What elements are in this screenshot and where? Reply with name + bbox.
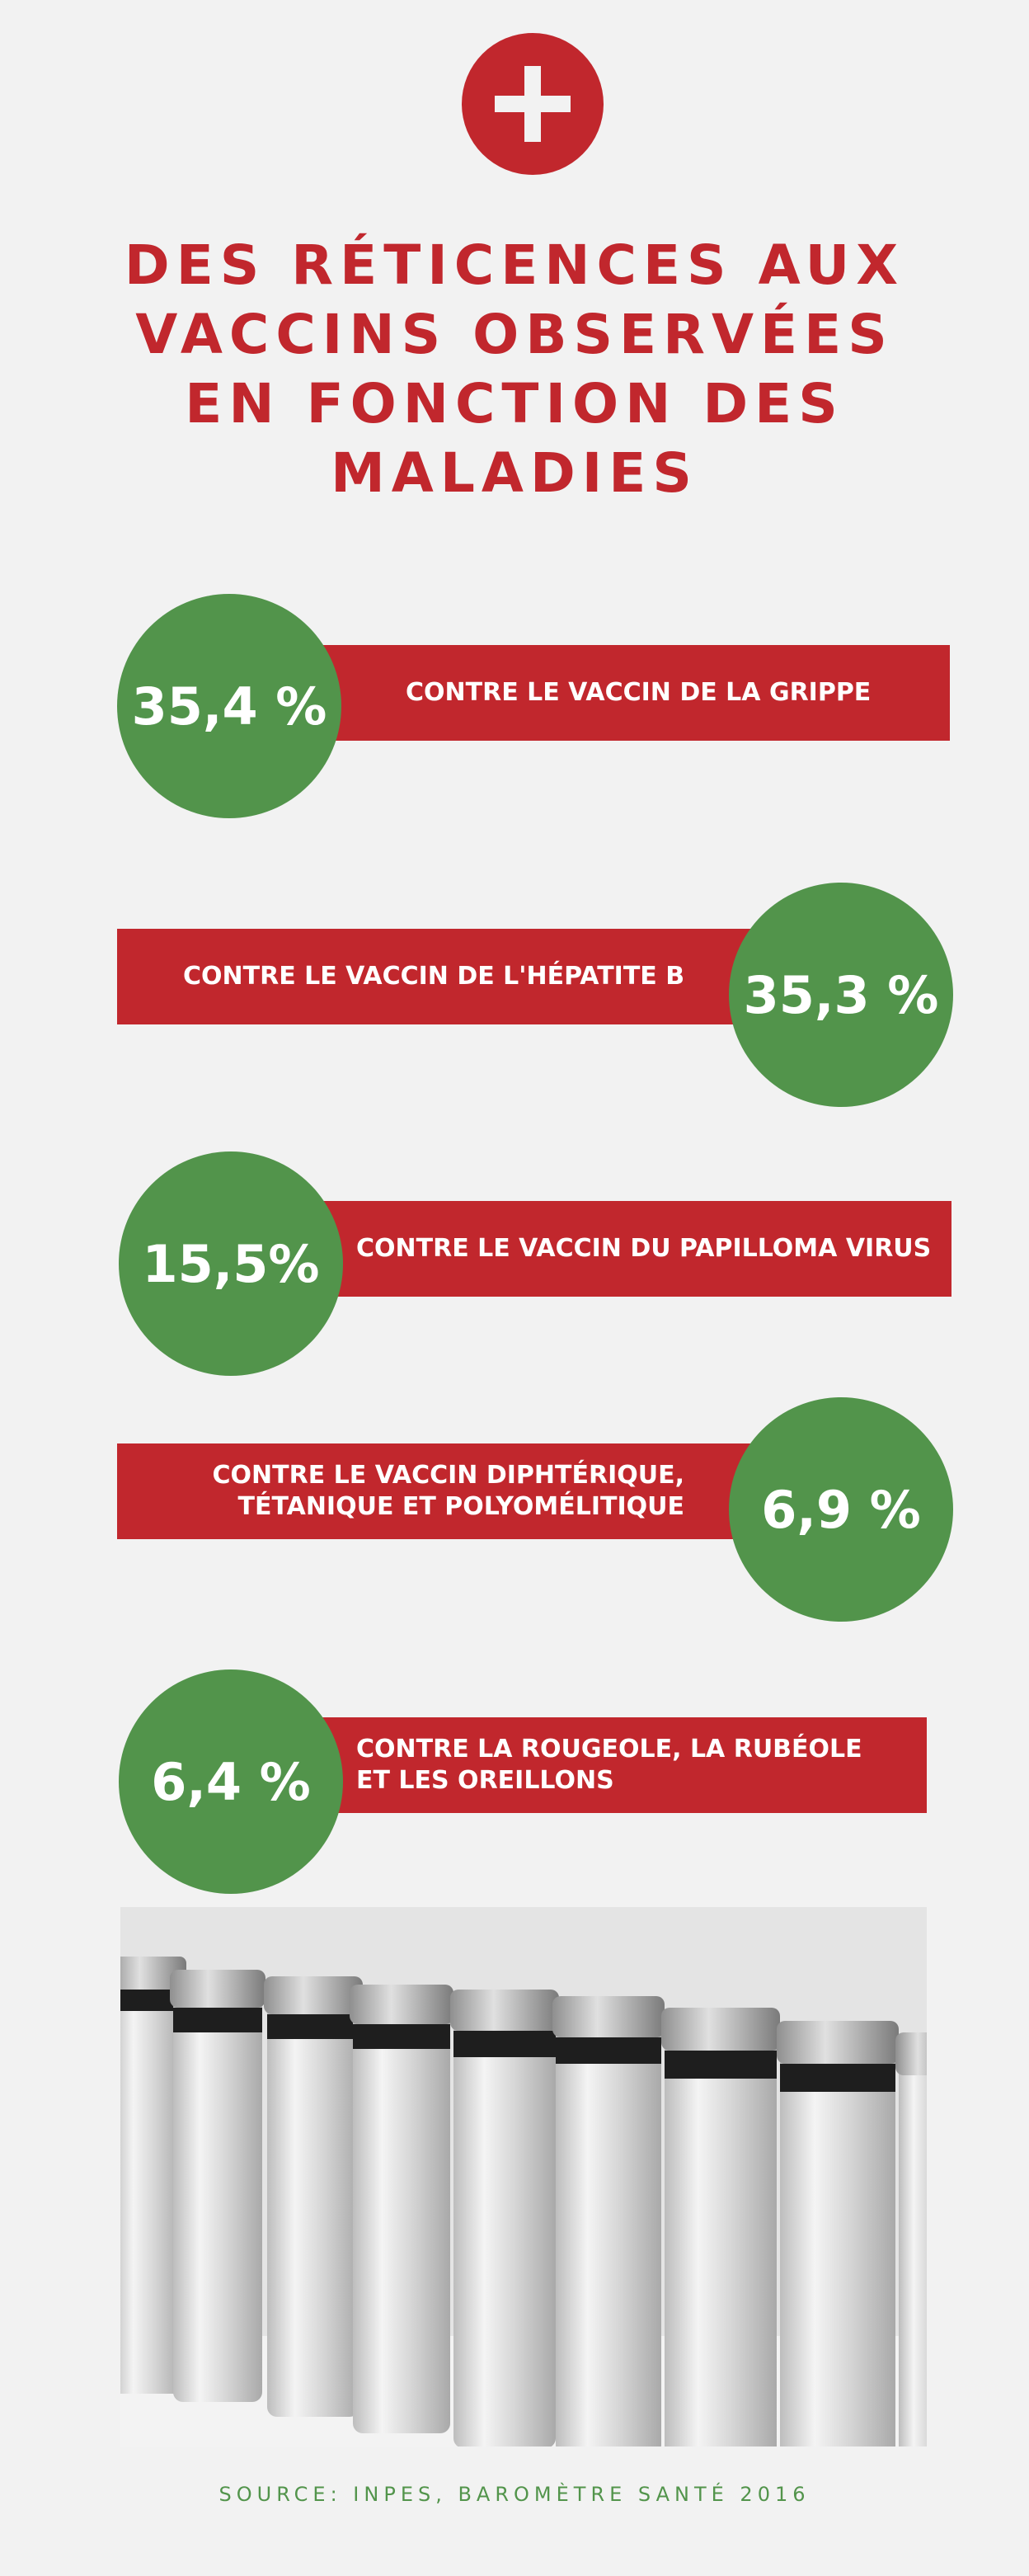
stat-row-ror bbox=[0, 1669, 1029, 1900]
stat-percent-circle: 35,3 % bbox=[729, 883, 953, 1107]
stat-percent-circle: 15,5% bbox=[119, 1151, 343, 1376]
stat-label-line: TÉTANIQUE ET POLYOMÉLITIQUE bbox=[237, 1492, 684, 1521]
stat-label-line: CONTRE LA ROUGEOLE, LA RUBÉOLE bbox=[356, 1735, 862, 1764]
vial bbox=[895, 2032, 927, 2446]
stat-label-line: CONTRE LE VACCIN DE L'HÉPATITE B bbox=[183, 962, 685, 991]
plus-icon bbox=[462, 33, 604, 175]
stat-percent-circle: 6,9 % bbox=[729, 1397, 953, 1622]
vaccine-vials-photo bbox=[120, 1907, 927, 2446]
vial bbox=[777, 2021, 899, 2446]
plus-icon-vertical bbox=[524, 66, 541, 142]
stat-label-band bbox=[117, 1443, 752, 1539]
stat-label-line: CONTRE LE VACCIN DIPHTÉRIQUE, bbox=[212, 1461, 684, 1490]
stat-row-dtp bbox=[0, 1397, 1029, 1628]
vial bbox=[661, 2008, 780, 2446]
stat-label-line: CONTRE LE VACCIN DU PAPILLOMA VIRUS bbox=[356, 1234, 932, 1263]
vial bbox=[264, 1976, 363, 2417]
vial bbox=[552, 1996, 665, 2446]
source-credit: SOURCE: INPES, BAROMÈTRE SANTÉ 2016 bbox=[218, 2483, 811, 2506]
stat-label-band bbox=[313, 1717, 927, 1813]
vaccine-vials-illustration bbox=[120, 1907, 927, 2446]
title-line: MALADIES bbox=[331, 441, 698, 505]
stat-percent-circle: 35,4 % bbox=[117, 594, 341, 818]
vial bbox=[350, 1985, 453, 2433]
title-line: EN FONCTION DES bbox=[185, 372, 844, 436]
vial bbox=[450, 1990, 559, 2446]
stat-row-papilloma bbox=[0, 1151, 1029, 1382]
stat-row-hepatite-b bbox=[0, 883, 1029, 1114]
stat-label bbox=[213, 1460, 684, 1523]
page-title bbox=[66, 231, 963, 508]
vial bbox=[170, 1970, 265, 2402]
stat-percent-circle: 6,4 % bbox=[119, 1669, 343, 1894]
stat-label-band bbox=[313, 1201, 951, 1297]
stat-label bbox=[356, 1233, 931, 1264]
stat-label-line: CONTRE LE VACCIN DE LA GRIPPE bbox=[406, 678, 872, 707]
stat-label bbox=[183, 961, 684, 992]
stat-label bbox=[406, 677, 871, 709]
title-line: DES RÉTICENCES AUX bbox=[124, 233, 905, 297]
title-line: VACCINS OBSERVÉES bbox=[135, 303, 894, 366]
stat-label-line: ET LES OREILLONS bbox=[356, 1766, 614, 1795]
stat-label-band bbox=[313, 645, 950, 741]
stat-label-band bbox=[117, 929, 752, 1024]
stat-label bbox=[356, 1734, 862, 1797]
stat-row-grippe bbox=[0, 594, 1029, 825]
